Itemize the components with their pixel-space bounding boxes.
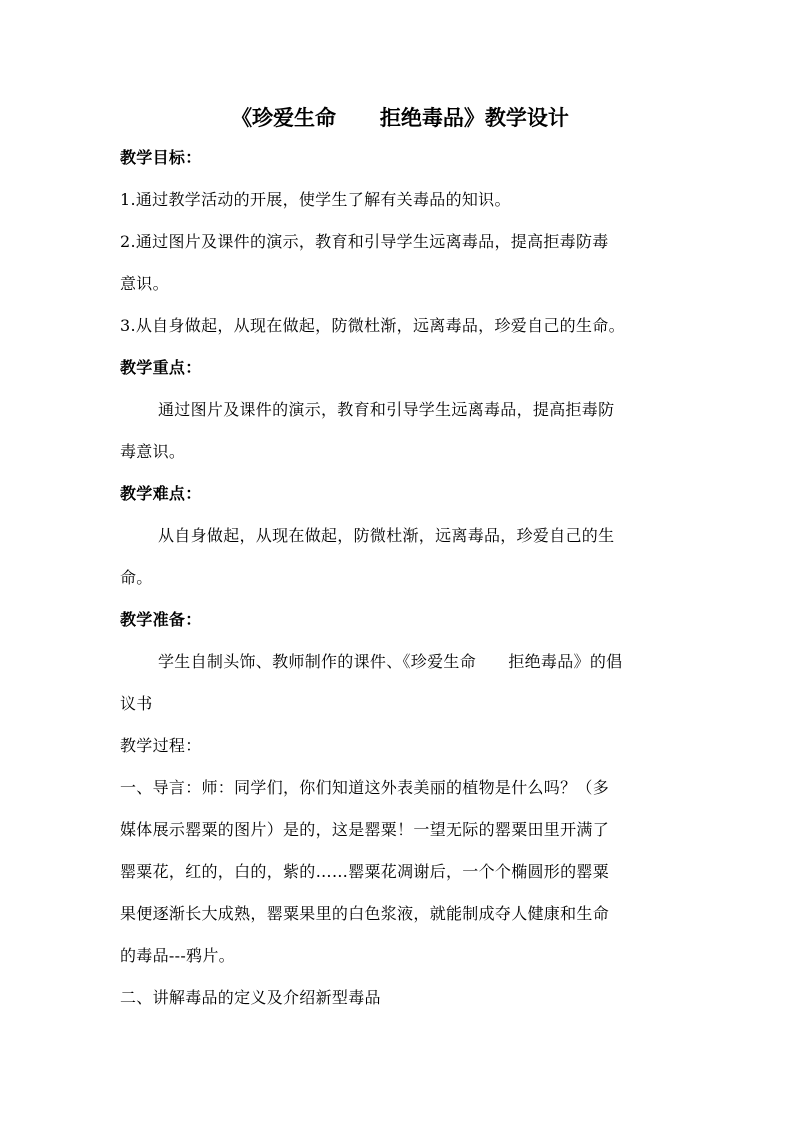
section-2-heading: 二、讲解毒品的定义及介绍新型毒品 [120,988,381,1007]
difficulty-line-1: 从自身做起，从现在做起，防微杜渐，远离毒品，珍爱自己的生 [158,526,615,545]
key-point-line-1: 通过图片及课件的演示，教育和引导学生远离毒品，提高拒毒防 [158,400,615,419]
intro-line-1: 一、导言：师：同学们，你们知道这外表美丽的植物是什么吗？（多 [120,778,610,797]
key-point-heading: 教学重点： [120,358,202,377]
goal-2-line-2: 意识。 [120,274,169,293]
preparation-line-2: 议书 [120,694,153,713]
intro-line-3: 罂粟花，红的，白的，紫的……罂粟花凋谢后，一个个椭圆形的罂粟 [120,862,610,881]
intro-line-2: 媒体展示罂粟的图片）是的，这是罂粟！一望无际的罂粟田里开满了 [120,820,610,839]
intro-line-5: 的毒品---鸦片。 [120,946,235,965]
goal-3: 3.从自身做起，从现在做起，防微杜渐，远离毒品，珍爱自己的生命。 [120,316,625,335]
goal-1: 1.通过教学活动的开展，使学生了解有关毒品的知识。 [120,190,511,209]
goal-2-line-1: 2.通过图片及课件的演示，教育和引导学生远离毒品，提高拒毒防毒 [120,232,609,251]
preparation-line-1: 学生自制头饰、教师制作的课件、《珍爱生命 拒绝毒品》的倡 [158,652,623,671]
key-point-line-2: 毒意识。 [120,442,186,461]
difficulty-line-2: 命。 [120,568,153,587]
goals-heading: 教学目标： [120,148,202,167]
document-title: 《珍爱生命 拒绝毒品》教学设计 [231,105,569,130]
preparation-heading: 教学准备： [120,610,202,629]
intro-line-4: 果便逐渐长大成熟，罂粟果里的白色浆液，就能制成夺人健康和生命 [120,904,610,923]
difficulty-heading: 教学难点： [120,484,202,503]
document-page [120,0,680,1123]
process-heading: 教学过程： [120,736,202,755]
